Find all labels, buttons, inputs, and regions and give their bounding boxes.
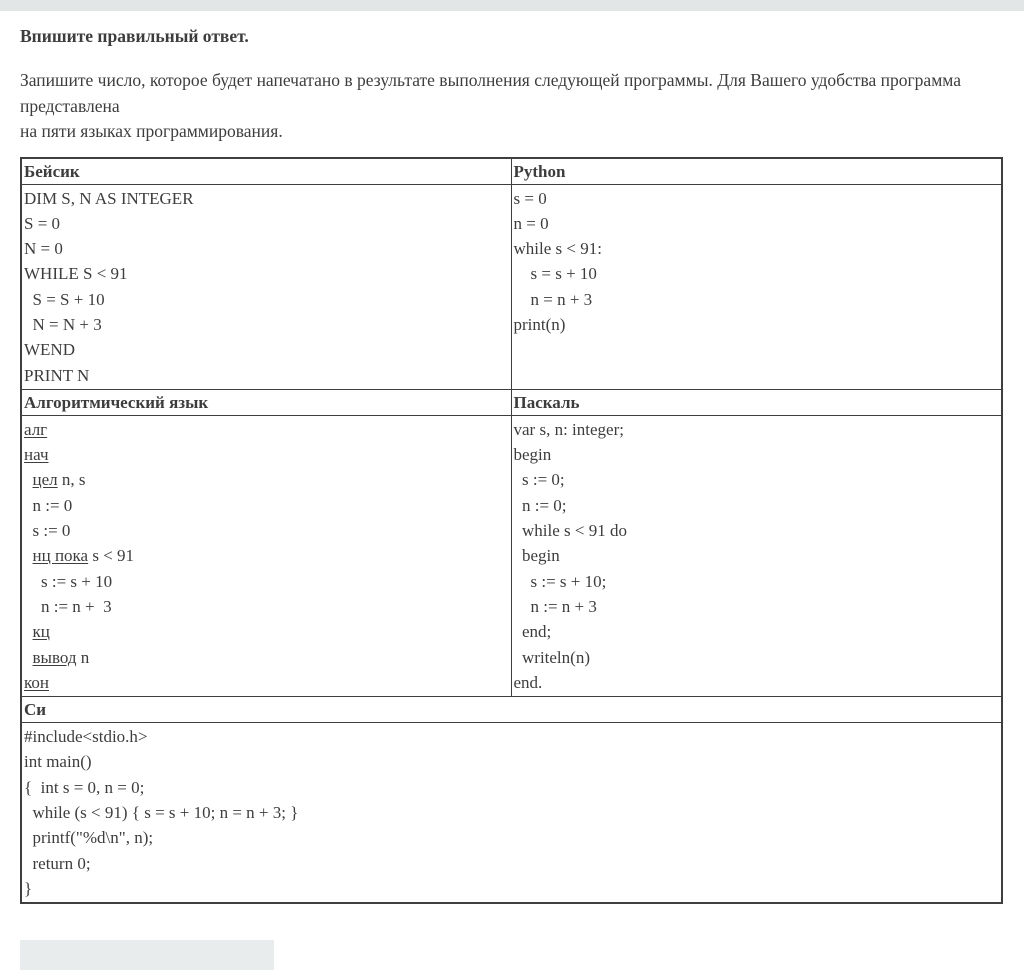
code-line: s := 0 — [24, 521, 71, 541]
page-title: Впишите правильный ответ. — [20, 26, 249, 46]
top-bar — [0, 0, 1024, 11]
code-line: n := 0; — [513, 495, 567, 515]
code-line: S = 0 — [24, 213, 61, 233]
task-description-line: представлена — [20, 95, 120, 116]
code-line: PRINT N — [24, 365, 90, 385]
code-line: var s, n: integer; — [513, 419, 624, 439]
header-c: Си — [21, 697, 1002, 723]
table-row — [21, 415, 1002, 696]
code-line: S = S + 10 — [24, 289, 105, 309]
table-row — [21, 697, 1002, 723]
answer-input[interactable] — [20, 940, 274, 970]
code-line: n := n + 3 — [24, 596, 112, 616]
task-description-line: на пяти языках программирования. — [20, 121, 283, 141]
code-line: s = 0 — [513, 188, 547, 208]
code-line: n = n + 3 — [513, 289, 593, 309]
code-line: begin — [513, 445, 552, 465]
code-cell-python — [511, 184, 1002, 389]
code-line: end; — [513, 622, 552, 642]
code-line: n := n + 3 — [513, 596, 597, 616]
code-line: end. — [513, 672, 543, 692]
code-line: while s < 91: — [513, 239, 602, 259]
code-line: N = 0 — [24, 239, 63, 259]
code-line: цел n, s — [32, 470, 86, 490]
code-line: #include<stdio.h> — [24, 727, 148, 747]
code-line: WHILE S < 91 — [24, 264, 128, 284]
code-line: return 0; — [24, 853, 91, 873]
code-line: алг — [24, 419, 48, 439]
table-row — [21, 723, 1002, 904]
table-row — [21, 158, 1002, 185]
code-line: print(n) — [513, 314, 566, 334]
code-line: s := s + 10 — [24, 571, 113, 591]
code-line: s = s + 10 — [513, 264, 597, 284]
code-line: кон — [24, 672, 49, 692]
code-line: DIM S, N AS INTEGER — [24, 188, 194, 208]
code-line: } — [24, 878, 33, 898]
header-basic: Бейсик — [21, 158, 511, 185]
program-languages-table — [20, 157, 1003, 905]
code-line: while s < 91 do — [513, 521, 627, 541]
header-algorithmic: Алгоритмический язык — [21, 389, 511, 415]
code-line: нц пока s < 91 — [32, 546, 135, 566]
code-line: кц — [32, 622, 50, 642]
header-pascal: Паскаль — [511, 389, 1002, 415]
code-line: writeln(n) — [513, 647, 590, 667]
code-line: вывод n — [32, 647, 90, 667]
code-line: printf("%d\n", n); — [24, 828, 154, 848]
code-cell-basic — [21, 184, 511, 389]
table-row — [21, 389, 1002, 415]
code-line: int main() — [24, 752, 92, 772]
code-line: begin — [513, 546, 560, 566]
task-description-line: Запишите число, которое будет напечатано в результате выполнения следующей программы. Для Вашего удобства программа — [20, 70, 961, 90]
table-row — [21, 184, 1002, 389]
code-line: WEND — [24, 340, 75, 360]
code-line: s := 0; — [513, 470, 565, 490]
code-line: n := 0 — [24, 495, 73, 515]
task-description — [20, 68, 1003, 145]
code-line: s := s + 10; — [513, 571, 607, 591]
code-line: { int s = 0, n = 0; — [24, 777, 145, 797]
header-python: Python — [511, 158, 1002, 185]
content-area — [0, 26, 1024, 970]
code-cell-pascal — [511, 415, 1002, 696]
code-cell-c — [21, 723, 1002, 904]
code-line: while (s < 91) { s = s + 10; n = n + 3; } — [24, 803, 299, 823]
code-line: n = 0 — [513, 213, 549, 233]
code-line: нач — [24, 445, 49, 465]
code-cell-algorithmic — [21, 415, 511, 696]
code-line: N = N + 3 — [24, 314, 102, 334]
